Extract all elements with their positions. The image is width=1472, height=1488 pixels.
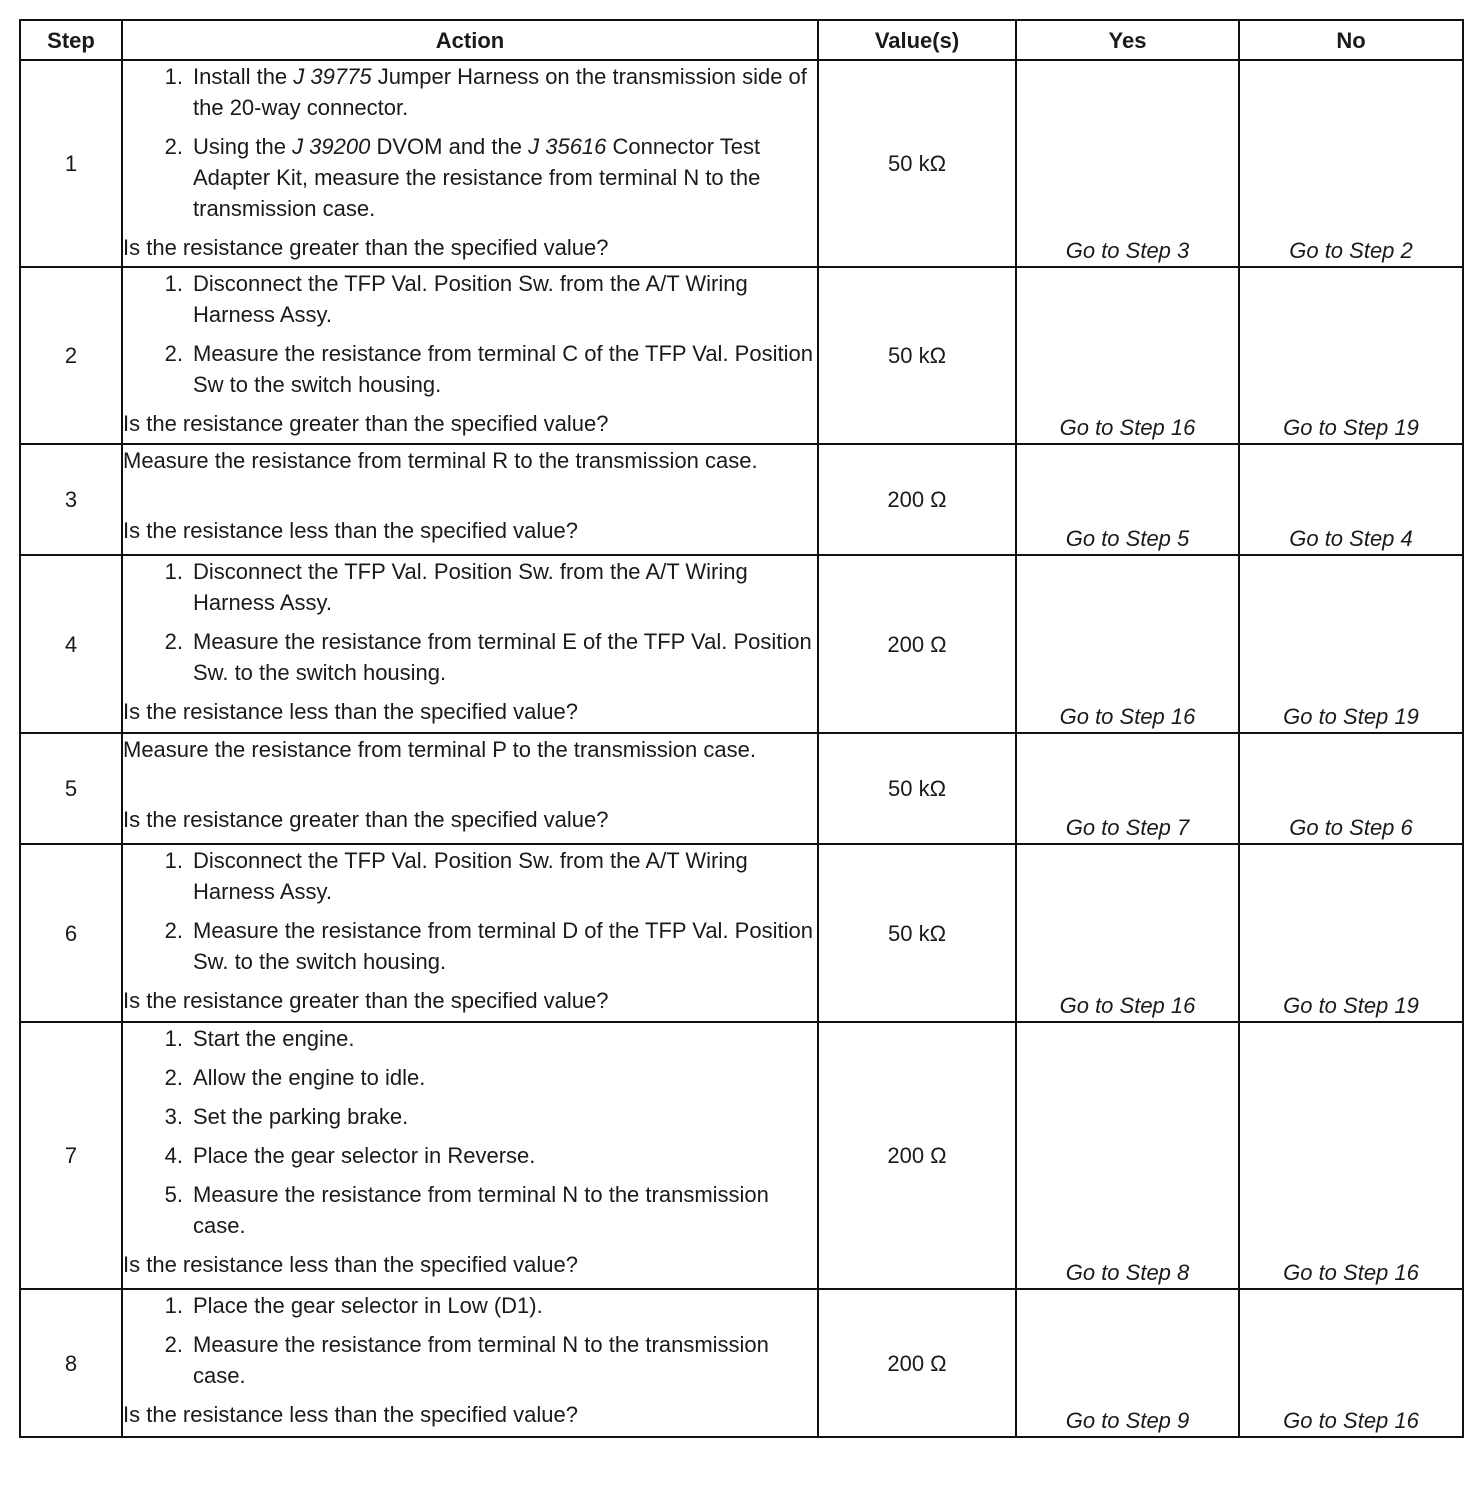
action-item-number: 1. [164,559,183,584]
action-item-number: 2. [164,629,183,654]
action-item [123,1290,817,1321]
step-number: 5 [20,733,122,844]
action-item-text [193,61,817,123]
action-instruction: Measure the resistance from terminal R to the transmission case. [123,448,758,473]
action-text-part: Disconnect the TFP Val. Position Sw. from the A/T Wiring Harness Assy. [193,559,748,615]
no-result: Go to Step 19 [1239,267,1463,444]
action-item [123,1329,817,1391]
action-cell [122,844,818,1022]
action-text-part: Set the parking brake. [193,1104,409,1129]
action-cell [122,555,818,733]
action-text-part: Measure the resistance from terminal C of the TFP Val. Position Sw to the switch housing. [193,341,813,397]
action-item-text [193,131,817,224]
yes-result: Go to Step 16 [1016,555,1239,733]
action-item-text [193,1140,817,1171]
action-list [123,1290,817,1391]
specified-value: 200 Ω [818,555,1016,733]
specified-value: 50 kΩ [818,733,1016,844]
action-cell [122,267,818,444]
no-result: Go to Step 6 [1239,733,1463,844]
action-item [123,845,817,907]
action-instruction: Measure the resistance from terminal P to the transmission case. [123,737,756,762]
step-number: 1 [20,60,122,267]
action-question: Is the resistance greater than the specified value? [123,235,609,260]
action-item-number: 2. [164,341,183,366]
action-item-number: 2. [164,1065,183,1090]
action-text-part: Install the [193,64,294,89]
step-number: 8 [20,1289,122,1437]
action-question: Is the resistance less than the specified value? [123,518,578,543]
yes-result: Go to Step 16 [1016,844,1239,1022]
specified-value: 200 Ω [818,1289,1016,1437]
action-item [123,268,817,330]
table-row [20,1022,1463,1289]
action-item-text [193,1329,817,1391]
specified-value: 50 kΩ [818,844,1016,1022]
action-list [123,61,817,224]
action-item [123,1101,817,1132]
action-list [123,1023,817,1241]
action-item-number: 1. [164,64,183,89]
action-cell [122,1289,818,1437]
action-item-number: 2. [164,1332,183,1357]
header-no: No [1239,20,1463,60]
action-text-part: DVOM and the [370,134,529,159]
yes-result: Go to Step 16 [1016,267,1239,444]
action-item-text [193,338,817,400]
action-list [123,556,817,688]
specified-value: 50 kΩ [818,60,1016,267]
action-list [123,268,817,400]
action-item [123,1023,817,1054]
no-result: Go to Step 2 [1239,60,1463,267]
action-item [123,1140,817,1171]
action-item [123,338,817,400]
action-item-text [193,1023,817,1054]
action-text-part: Measure the resistance from terminal D of the TFP Val. Position Sw. to the switch housing. [193,918,813,974]
tool-reference: J 39200 [292,134,371,159]
action-item-number: 3. [164,1104,183,1129]
no-result: Go to Step 19 [1239,844,1463,1022]
action-text-part: Disconnect the TFP Val. Position Sw. from the A/T Wiring Harness Assy. [193,271,748,327]
action-item-text [193,845,817,907]
action-question: Is the resistance greater than the specified value? [123,411,609,436]
tool-reference: J 35616 [528,134,607,159]
action-cell [122,1022,818,1289]
action-item-text [193,1101,817,1132]
specified-value: 50 kΩ [818,267,1016,444]
step-number: 7 [20,1022,122,1289]
action-item-text [193,1290,817,1321]
table-row [20,733,1463,844]
action-text-part: Connector Test Adapter Kit, measure the resistance from terminal N to the transmission case. [193,134,761,221]
table-row [20,60,1463,267]
action-text-part: Measure the resistance from terminal E of the TFP Val. Position Sw. to the switch housing. [193,629,812,685]
diagnostic-table [19,19,1464,1438]
step-number: 2 [20,267,122,444]
action-text-part: Allow the engine to idle. [193,1065,426,1090]
specified-value: 200 Ω [818,444,1016,555]
table-row [20,444,1463,555]
header-step: Step [20,20,122,60]
action-item-number: 1. [164,1293,183,1318]
no-result: Go to Step 16 [1239,1022,1463,1289]
action-item-text [193,626,817,688]
step-number: 3 [20,444,122,555]
yes-result: Go to Step 7 [1016,733,1239,844]
action-item [123,1062,817,1093]
table-row [20,555,1463,733]
action-text-part: Disconnect the TFP Val. Position Sw. from the A/T Wiring Harness Assy. [193,848,748,904]
action-text-part: Measure the resistance from terminal N to the transmission case. [193,1332,769,1388]
no-result: Go to Step 16 [1239,1289,1463,1437]
action-item-number: 4. [164,1143,183,1168]
action-item [123,61,817,123]
no-result: Go to Step 19 [1239,555,1463,733]
action-item-text [193,268,817,330]
action-text-part: Jumper Harness on the transmission side of the 20-way connector. [193,64,807,120]
action-item-number: 2. [164,918,183,943]
action-item-number: 2. [164,134,183,159]
action-item-text [193,556,817,618]
action-item-number: 5. [164,1182,183,1207]
action-question: Is the resistance greater than the specified value? [123,807,609,832]
action-item [123,1179,817,1241]
header-row [20,20,1463,60]
action-cell [122,60,818,267]
action-item-number: 1. [164,271,183,296]
action-item-text [193,1062,817,1093]
action-question: Is the resistance less than the specified value? [123,699,578,724]
yes-result: Go to Step 3 [1016,60,1239,267]
yes-result: Go to Step 5 [1016,444,1239,555]
action-item-number: 1. [164,1026,183,1051]
action-text-part: Measure the resistance from terminal N to the transmission case. [193,1182,769,1238]
yes-result: Go to Step 8 [1016,1022,1239,1289]
header-values: Value(s) [818,20,1016,60]
action-text-part: Start the engine. [193,1026,355,1051]
table-row [20,1289,1463,1437]
action-text-part: Using the [193,134,293,159]
action-item [123,556,817,618]
yes-result: Go to Step 9 [1016,1289,1239,1437]
step-number: 4 [20,555,122,733]
table-row [20,267,1463,444]
action-text-part: Place the gear selector in Reverse. [193,1143,536,1168]
table-row [20,844,1463,1022]
action-question: Is the resistance less than the specified value? [123,1402,578,1427]
action-item [123,626,817,688]
action-question: Is the resistance less than the specified value? [123,1252,578,1277]
no-result: Go to Step 4 [1239,444,1463,555]
header-yes: Yes [1016,20,1239,60]
action-item-text [193,1179,817,1241]
action-text-part: Place the gear selector in Low (D1). [193,1293,543,1318]
action-cell [122,444,818,555]
action-item-number: 1. [164,848,183,873]
header-action: Action [122,20,818,60]
step-number: 6 [20,844,122,1022]
action-item [123,131,817,224]
specified-value: 200 Ω [818,1022,1016,1289]
tool-reference: J 39775 [293,64,372,89]
action-item [123,915,817,977]
action-item-text [193,915,817,977]
action-question: Is the resistance greater than the specified value? [123,988,609,1013]
action-list [123,845,817,977]
action-cell [122,733,818,844]
